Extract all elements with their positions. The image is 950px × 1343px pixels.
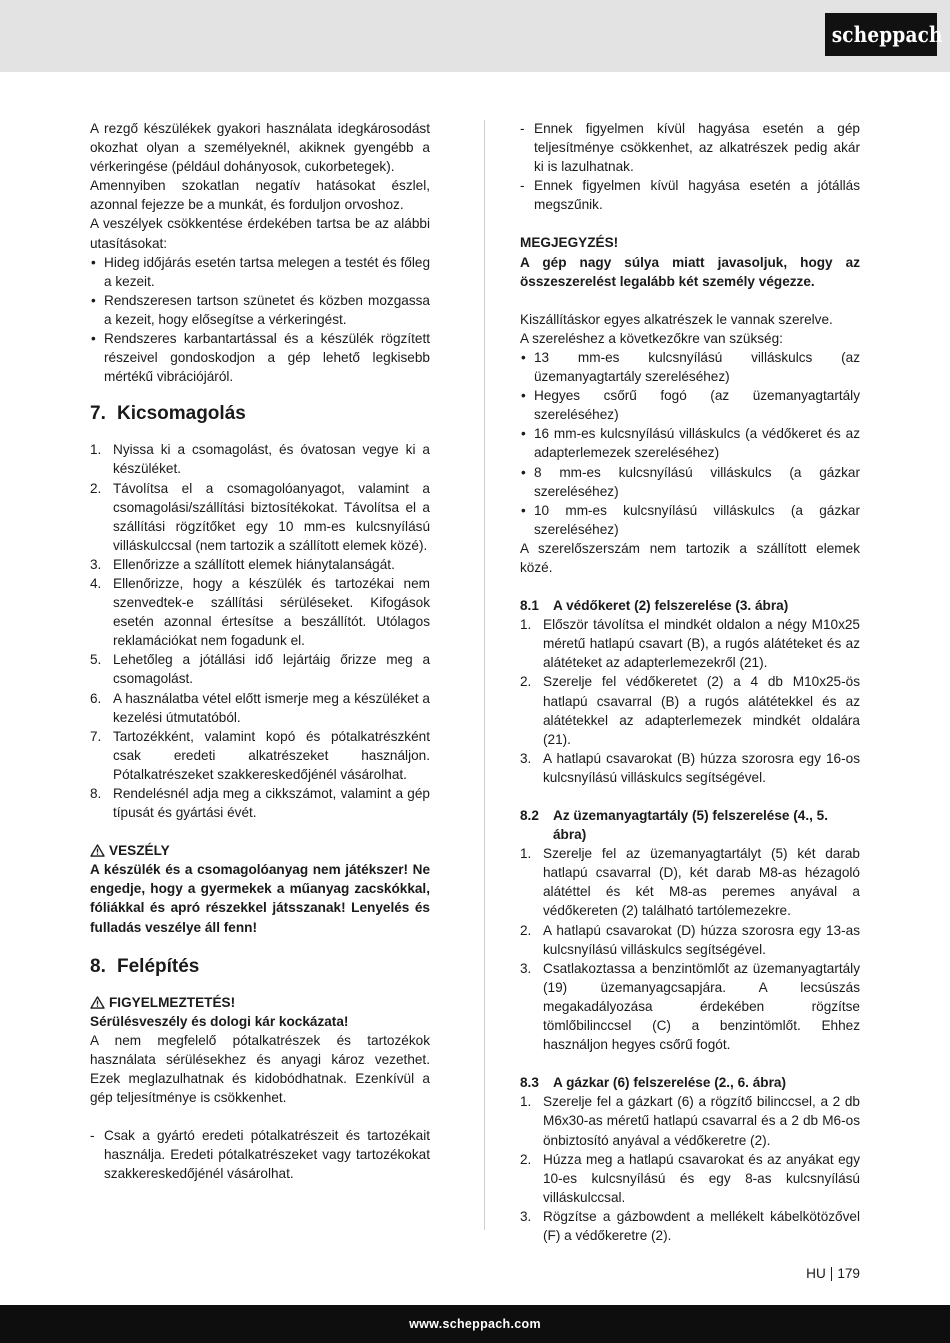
list-item: • 13 mm-es kulcsnyílású villáskulcs (az üzemanyagtartály szereléséhez)	[521, 349, 860, 385]
note-heading: MEGJEGYZÉS!	[520, 235, 619, 251]
warning-heading: FIGYELMEZTETÉS!	[90, 993, 430, 1012]
section-heading-8: 8. Felépítés	[90, 955, 200, 977]
list-item: 2. Szerelje fel védőkeretet (2) a 4 db M10x25-ös hatlapú csavarral (B) a rugós alátétekkel és az alátétekkel az adapterlemezek mindkét oldalára (21).	[520, 674, 860, 747]
list-item: 5. Lehetőleg a jótállási idő lejártáig őrizze meg a csomagolást.	[90, 652, 430, 687]
list-item: 1. Szerelje fel az üzemanyagtartályt (5) két darab hatlapú csavarral (D), két darab M8-as hézagoló alátéttel és két M8-as peremes anyával a védőkereten (2) található tartólemezekre.	[520, 846, 860, 919]
right-column	[520, 119, 860, 1245]
danger-heading: VESZÉLY	[90, 841, 430, 860]
warning-triangle-icon	[90, 844, 105, 857]
list-item: • 16 mm-es kulcsnyílású villáskulcs (a védőkeret és az adapterlemezek szereléséhez)	[521, 426, 860, 461]
footer-website-link[interactable]: www.scheppach.com	[409, 1317, 541, 1331]
list-item: • 8 mm-es kulcsnyílású villáskulcs (a gázkar szereléséhez)	[521, 464, 860, 499]
list-item: 1. Először távolítsa el mindkét oldalon a négy M10x25 méretű hatlapú csavart (B), a rugós alátéteket és az alátéteket az adapterlemezekről (21).	[520, 617, 860, 671]
brand-logo-text: scheppach	[831, 22, 943, 47]
subsection-heading-8-1: 8.1 A védőkeret (2) felszerelése (3. ábra)	[520, 598, 789, 614]
list-item: - Ennek figyelmen kívül hagyása esetén a jótállás megszűnik.	[520, 178, 860, 213]
list-item: 2. Húzza meg a hatlapú csavarokat és az anyákat egy 10-es kulcsnyílású és egy 8-as kulcsnyílású villáskulccsal.	[520, 1151, 860, 1205]
list-item: 7. Tartozékként, valamint kopó és pótalkatrészként csak eredeti alkatrészeket használjon. Pótalkatrészeket szakkereskedőjénél vásárolhat.	[90, 728, 430, 782]
list-item: 3. Rögzítse a gázbowdent a mellékelt kábelkötözővel (F) a védőkeretre (2).	[520, 1208, 860, 1243]
list-item: 2. Távolítsa el a csomagolóanyagot, valamint a csomagolási/szállítási biztosítékokat. Távolítsa el a szállítási rögzítőket egy 10 mm-es kulcsnyílású villáskulccsal (nem tartozik a szállított elemek közé).	[90, 480, 430, 553]
header-band	[0, 0, 950, 72]
list-item: 3. Ellenőrizze a szállított elemek hiánytalanságát.	[90, 556, 395, 572]
intro-text: A rezgő készülékek gyakori használata idegkárosodást okozhat olyan a személyeknél, akiknek gyengébb a vérkeringése (például dohányosok, cukorbetegek).	[90, 121, 430, 175]
list-item: • Rendszeres karbantartással és a készülék rögzített részeivel gondoskodjon a gép lehető legkisebb mértékű vibrációjáról.	[91, 331, 430, 385]
page-number-separator	[831, 1267, 833, 1281]
list-item: • Rendszeresen tartson szünetet és közben mozgassa a kezeit, hogy elősegítse a vérkeringést.	[91, 292, 430, 327]
list-item: 3. A hatlapú csavarokat (B) húzza szorosra egy 16-os kulcsnyílású villáskulcs segítségével.	[520, 750, 860, 785]
warning-text: A nem megfelelő pótalkatrészek és tartozékok használata sérülésekhez és anyagi károz vezethet. Ezek meglazulhatnak és kidobódhatnak. Ezenkívül a gép teljesítménye is csökkenhet.	[90, 1032, 430, 1106]
list-item: • Hideg időjárás esetén tartsa melegen a testét és főleg a kezeit.	[91, 254, 430, 289]
list-item: 1. Szerelje fel a gázkart (6) a rögzítő bilinccsel, a 2 db M6x30-as méretű hatlapú csavarral és a 2 db M6-os önbiztosító anyával a védőkeretre (2).	[520, 1094, 860, 1148]
intro-text: A veszélyek csökkentése érdekében tartsa be az alábbi utasításokat:	[90, 216, 430, 251]
page-number	[800, 1264, 860, 1284]
intro-text: Amennyiben szokatlan negatív hatásokat észlel, azonnal fejezze be a munkát, és forduljon orvoshoz.	[90, 178, 430, 213]
language-code: HU	[806, 1266, 826, 1282]
subsection-heading-8-3: 8.3 A gázkar (6) felszerelése (2., 6. ábra)	[520, 1075, 786, 1091]
warning-triangle-icon	[90, 996, 105, 1009]
section-heading-7: 7. Kicsomagolás	[90, 403, 246, 425]
list-item: 6. A használatba vétel előtt ismerje meg a készüléket a kezelési útmutatóból.	[90, 690, 430, 725]
page-number-value: 179	[837, 1266, 860, 1282]
note-text: A gép nagy súlya miatt javasoljuk, hogy az összeszerelést legalább két személy végezze.	[520, 254, 860, 289]
list-item: 2. A hatlapú csavarokat (D) húzza szorosra egy 13-as kulcsnyílású villáskulcs segítségével.	[520, 922, 860, 957]
list-item: • Hegyes csőrű fogó (az üzemanyagtartály szereléséhez)	[521, 388, 860, 423]
list-item: 3. Csatlakoztassa a benzintömlőt az üzemanyagtartály (19) üzemanyagcsapjára. A lecsúszás megakadályozása érdekében rögzítse tömlőbilinccsel (C) a benzintömlőt. Ehhez használjon hegyes csőrű fogót.	[520, 960, 860, 1053]
list-item: 8. Rendelésnél adja meg a cikkszámot, valamint a gép típusát és gyártási évét.	[90, 786, 430, 821]
list-item: - Csak a gyártó eredeti pótalkatrészeit és tartozékait használja. Eredeti pótalkatrészeket vagy tartozékokat szakkereskedőjénél vásárolhat.	[90, 1128, 430, 1182]
list-item: 1. Nyissa ki a csomagolást, és óvatosan vegye ki a készüléket.	[90, 442, 430, 477]
body-text: Kiszállításkor egyes alkatrészek le vannak szerelve.	[520, 311, 833, 327]
list-item: 4. Ellenőrizze, hogy a készülék és tartozékai nem szenvedtek-e szállítási sérüléseket. Kifogások esetén azonnal értesítse a beszállítót. Utólagos reklamációkat nem fogadunk el.	[90, 575, 430, 649]
column-divider	[484, 120, 485, 1230]
footer-band	[0, 1305, 950, 1343]
warning-subheading: Sérülésveszély és dologi kár kockázata!	[90, 1013, 349, 1029]
body-text: A szereléshez a következőkre van szükség:	[520, 330, 783, 346]
list-item: - Ennek figyelmen kívül hagyása esetén a gép teljesítménye csökkenhet, az alkatrészek pedig akár ki is lazulhatnak.	[520, 121, 860, 175]
danger-text: A készülék és a csomagolóanyag nem játékszer! Ne engedje, hogy a gyermekek a műanyag zacskókkal, fóliákkal és apró részekkel játsszanak! Lenyelés és fulladás veszélye áll fenn!	[90, 862, 430, 935]
body-text: A szerelőszerszám nem tartozik a szállított elemek közé.	[520, 540, 860, 575]
brand-logo	[825, 13, 943, 56]
subsection-heading-8-2: 8.2 Az üzemanyagtartály (5) felszerelése (4., 5. ábra)	[520, 808, 829, 843]
left-column	[90, 119, 430, 1184]
list-item: • 10 mm-es kulcsnyílású villáskulcs (a gázkar szereléséhez)	[521, 502, 860, 537]
